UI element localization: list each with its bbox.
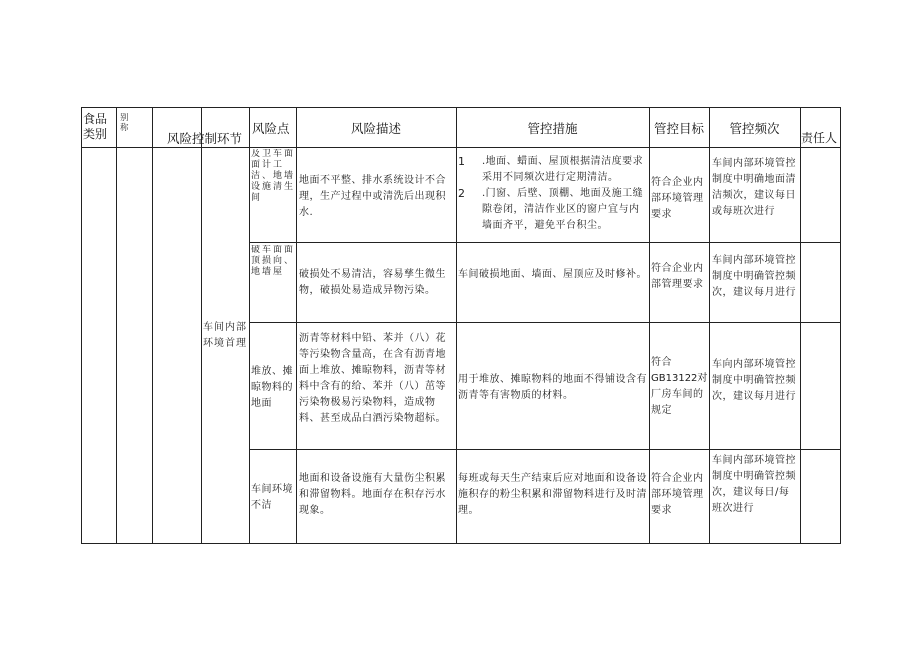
row-2-frequency: 车间内部环境管控制度中明确管控频次，建议每月进行 — [712, 255, 796, 298]
row-1-measure-1-text: .地面、蜡面、屋顶根据清洁度要求采用不同频次进行定期清洁。 — [482, 156, 644, 183]
grid-line — [201, 107, 202, 544]
row-1-risk-point: 及卫车面面计工洁、地墙设施清生间 — [251, 149, 295, 203]
grid-line — [840, 107, 841, 544]
row-4-risk-point: 车间环境不洁 — [251, 484, 293, 511]
row-1-measure-2-num: 2 — [458, 187, 466, 200]
header-category-small: 别称 — [120, 113, 129, 133]
row-3-target-code: GB13122对 — [651, 373, 708, 384]
row-4-target: 符合企业内部环境管理要求 — [651, 473, 704, 516]
grid-line — [456, 107, 457, 544]
row-4-description: 地面和设备设施有大量伤尘积累和滞留物料。地面存在积存污水现象。 — [299, 473, 446, 516]
row-1-description: 地面不平整、排水系统设计不合理，生产过程中或清洗后出现积水. — [299, 175, 446, 218]
header-food-category: 食品类别 — [83, 112, 108, 141]
grid-line — [249, 242, 841, 243]
row-3-target — [651, 355, 709, 419]
header-risk-point: 风险点 — [252, 121, 290, 136]
header-risk-control-stage: 风险控制环节 — [167, 131, 243, 146]
row-3-target-prefix: 符合 — [651, 357, 672, 368]
row-1-frequency: 车间内部环境管控制度中明确地面清洁频次，建议每日或每班次进行 — [712, 158, 796, 217]
header-control-target: 管控目标 — [653, 121, 704, 136]
grid-line — [152, 107, 153, 544]
grid-line — [81, 107, 841, 108]
row-2-measure: 车间破损地面、墙面、屋顶应及时修补。 — [458, 269, 647, 280]
header-control-frequency: 管控频次 — [729, 121, 780, 136]
row-4-frequency: 车间内部环境管控制度中明确管控频次，建议每日/每班次进行 — [712, 455, 796, 514]
row-4-measure: 每班或每天生产结束后应对地面和设备设施积存的粉尘积累和滞留物料进行及时清理。 — [458, 473, 647, 516]
grid-line — [709, 107, 710, 544]
grid-line — [249, 322, 841, 323]
header-risk-description: 风险描述 — [350, 121, 401, 136]
grid-line — [800, 107, 801, 544]
grid-line — [249, 449, 841, 450]
row-2-risk-point: 破车面面顶损向、地墙屋 — [251, 245, 295, 277]
grid-line — [649, 107, 650, 544]
grid-line — [249, 107, 250, 544]
row-1-target: 符合企业内部环境管理要求 — [651, 177, 704, 220]
row-1-measures — [458, 154, 648, 240]
grid-line — [81, 107, 82, 544]
row-3-measure: 用于堆放、摊晾物料的地面不得铺设含有沥青等有害物质的材料。 — [458, 374, 647, 401]
row-2-target: 符合企业内部管理要求 — [651, 263, 704, 290]
risk-control-table — [81, 107, 841, 544]
grid-line — [116, 107, 117, 544]
row-1-measure-1-num: 1 — [458, 155, 466, 168]
grid-line — [81, 543, 841, 544]
row-3-target-suffix: 厂房车间的规定 — [651, 389, 704, 416]
grid-line — [81, 147, 841, 148]
row-1-measure-2-text: .门窗、后壁、顶棚、地面及施工缝隙卷闭，清洁作业区的窗户宜与内墙面齐平，避免平台积尘。 — [482, 188, 644, 231]
row-3-frequency: 车向内部环境管控制度中明确管控频次，建议每月进行 — [712, 359, 796, 402]
row-2-description: 破损处不易清洁，容易孳生微生物，破损处易造成异物污染。 — [299, 269, 446, 296]
section-stage-label: 车间内部环境首理 — [203, 322, 247, 349]
header-responsible: 责任人 — [801, 131, 838, 145]
row-3-risk-point: 堆放、摊晾物料的地面 — [251, 366, 293, 409]
grid-line — [296, 107, 297, 544]
row-3-description: 沥青等材料中铅、苯并（八）花等污染物含量高，在含有沥青地面上堆放、摊晾物料，沥青等材料中含有的给、苯并（八）茁等污染物极易污染物料，造成物料、甚至成品白酒污染物超标。 — [299, 333, 446, 424]
header-control-measures: 管控措施 — [527, 121, 578, 136]
